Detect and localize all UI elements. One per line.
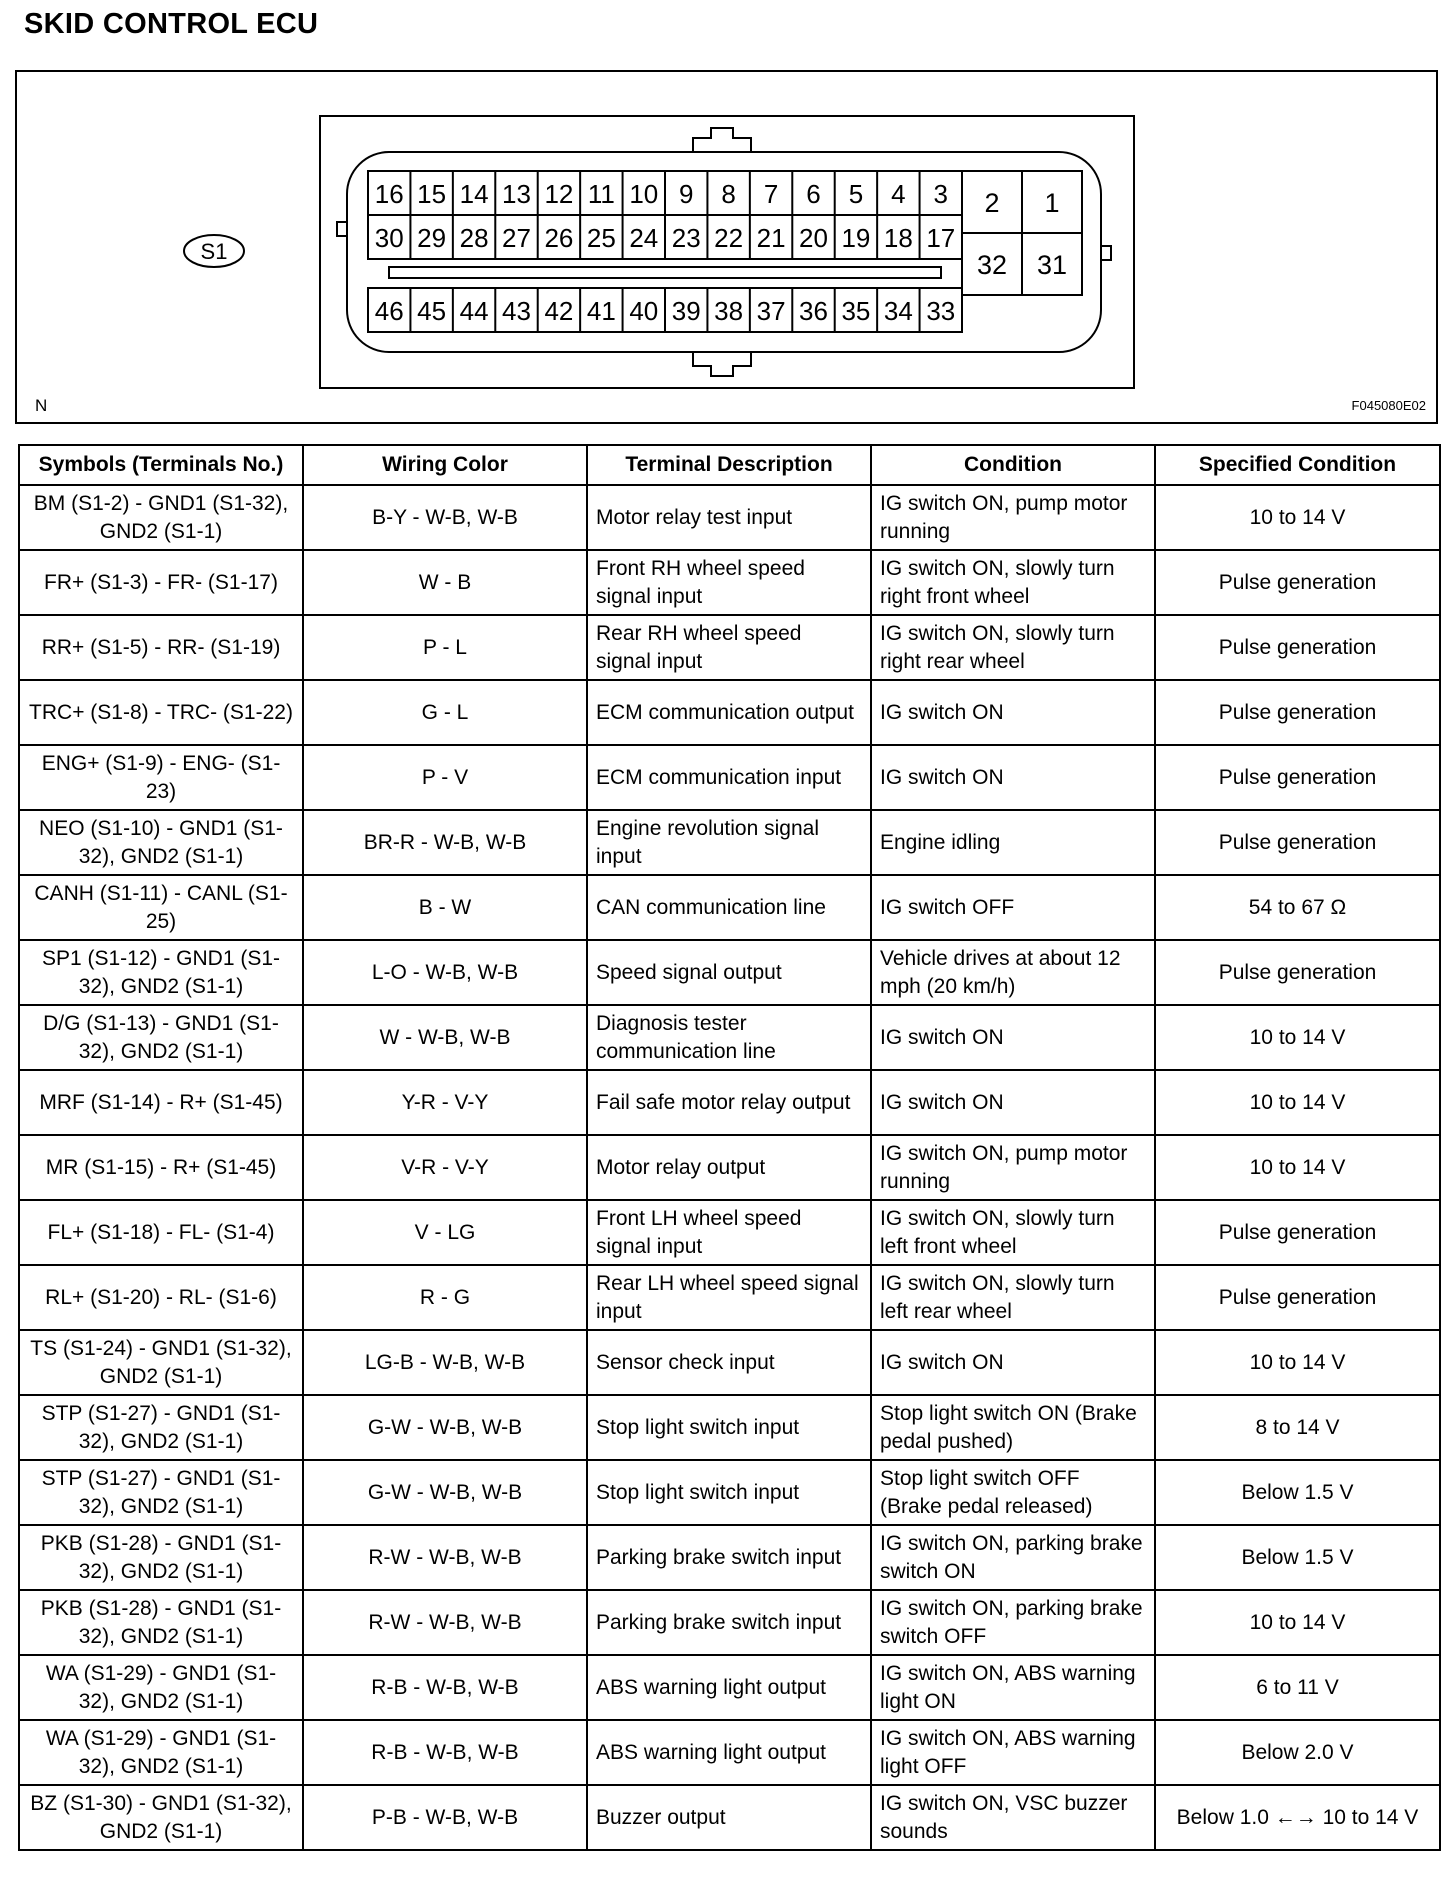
connector-figure: [15, 70, 1438, 424]
condition-cell: IG switch OFF: [871, 875, 1155, 940]
terminal-description-cell: Fail safe motor relay output: [587, 1070, 871, 1135]
table-row: [19, 745, 1440, 810]
wiring-color-cell: V-R - V-Y: [303, 1135, 587, 1200]
specified-condition-cell: 10 to 14 V: [1155, 1330, 1440, 1395]
specified-condition-cell: 8 to 14 V: [1155, 1395, 1440, 1460]
symbols-cell: BM (S1-2) - GND1 (S1-32), GND2 (S1-1): [19, 485, 303, 550]
symbols-cell: TRC+ (S1-8) - TRC- (S1-22): [19, 680, 303, 745]
terminal-number: 23: [671, 223, 701, 253]
terminal-description-cell: Motor relay output: [587, 1135, 871, 1200]
terminal-number: 41: [586, 296, 616, 326]
terminal-number: 4: [891, 179, 906, 209]
wiring-color-cell: R-W - W-B, W-B: [303, 1590, 587, 1655]
specified-condition-cell: Pulse generation: [1155, 940, 1440, 1005]
terminal-number: 21: [756, 223, 786, 253]
terminal-number: 24: [629, 223, 659, 253]
terminal-description-cell: Motor relay test input: [587, 485, 871, 550]
wiring-color-cell: R-B - W-B, W-B: [303, 1655, 587, 1720]
wiring-color-cell: R-B - W-B, W-B: [303, 1720, 587, 1785]
table-row: [19, 1590, 1440, 1655]
specified-condition-cell: Pulse generation: [1155, 745, 1440, 810]
connector-id-label: S1: [200, 239, 228, 264]
terminal-number: 33: [926, 296, 956, 326]
terminal-number: 12: [544, 179, 574, 209]
condition-cell: IG switch ON, VSC buzzer sounds: [871, 1785, 1155, 1850]
terminal-number: 17: [926, 223, 956, 253]
symbols-cell: D/G (S1-13) - GND1 (S1-32), GND2 (S1-1): [19, 1005, 303, 1070]
condition-cell: IG switch ON, parking brake switch ON: [871, 1525, 1155, 1590]
key-slot: [389, 267, 941, 278]
symbols-cell: RL+ (S1-20) - RL- (S1-6): [19, 1265, 303, 1330]
terminal-number: 25: [586, 223, 616, 253]
terminal-number: 3: [933, 179, 949, 209]
specified-condition-cell: Below 1.0 ←→ 10 to 14 V: [1155, 1785, 1440, 1850]
wiring-color-cell: P-B - W-B, W-B: [303, 1785, 587, 1850]
wiring-color-cell: G-W - W-B, W-B: [303, 1460, 587, 1525]
table-row: [19, 1070, 1440, 1135]
terminal-description-cell: Rear LH wheel speed signal input: [587, 1265, 871, 1330]
specified-condition-cell: Pulse generation: [1155, 680, 1440, 745]
condition-cell: IG switch ON: [871, 680, 1155, 745]
symbols-cell: BZ (S1-30) - GND1 (S1-32), GND2 (S1-1): [19, 1785, 303, 1850]
left-tab: [337, 222, 347, 236]
terminal-number: 30: [374, 223, 404, 253]
terminal-number: 32: [976, 250, 1008, 280]
wiring-color-cell: W - B: [303, 550, 587, 615]
condition-cell: IG switch ON, slowly turn left front wheel: [871, 1200, 1155, 1265]
wiring-color-cell: LG-B - W-B, W-B: [303, 1330, 587, 1395]
page-title: SKID CONTROL ECU: [24, 8, 319, 40]
terminal-description-cell: ECM communication output: [587, 680, 871, 745]
table-row: [19, 485, 1440, 550]
terminal-description-cell: ECM communication input: [587, 745, 871, 810]
symbols-cell: ENG+ (S1-9) - ENG- (S1-23): [19, 745, 303, 810]
terminal-description-cell: Front RH wheel speed signal input: [587, 550, 871, 615]
wiring-color-cell: V - LG: [303, 1200, 587, 1265]
specified-condition-cell: Pulse generation: [1155, 550, 1440, 615]
wiring-color-cell: L-O - W-B, W-B: [303, 940, 587, 1005]
specified-condition-cell: 6 to 11 V: [1155, 1655, 1440, 1720]
terminal-description-cell: Engine revolution signal input: [587, 810, 871, 875]
condition-cell: Vehicle drives at about 12 mph (20 km/h): [871, 940, 1155, 1005]
terminal-number: 2: [984, 188, 1000, 218]
terminal-description-cell: Parking brake switch input: [587, 1525, 871, 1590]
symbols-cell: WA (S1-29) - GND1 (S1-32), GND2 (S1-1): [19, 1720, 303, 1785]
terminal-description-cell: ABS warning light output: [587, 1655, 871, 1720]
table-header-row: [19, 445, 1440, 485]
wiring-color-cell: BR-R - W-B, W-B: [303, 810, 587, 875]
table-row: [19, 1655, 1440, 1720]
terminal-number: 10: [629, 179, 659, 209]
terminal-number: 13: [502, 179, 531, 209]
symbols-cell: FR+ (S1-3) - FR- (S1-17): [19, 550, 303, 615]
header-condition: Condition: [871, 445, 1155, 485]
symbols-cell: PKB (S1-28) - GND1 (S1-32), GND2 (S1-1): [19, 1590, 303, 1655]
terminal-description-cell: Rear RH wheel speed signal input: [587, 615, 871, 680]
table-row: [19, 680, 1440, 745]
terminal-number: 45: [417, 296, 447, 326]
symbols-cell: MRF (S1-14) - R+ (S1-45): [19, 1070, 303, 1135]
symbols-cell: NEO (S1-10) - GND1 (S1-32), GND2 (S1-1): [19, 810, 303, 875]
terminal-number: 20: [799, 223, 828, 253]
terminal-number: 8: [721, 179, 736, 209]
terminal-number: 37: [756, 296, 786, 326]
condition-cell: IG switch ON, pump motor running: [871, 1135, 1155, 1200]
specified-condition-cell: 10 to 14 V: [1155, 485, 1440, 550]
table-row: [19, 1395, 1440, 1460]
condition-cell: IG switch ON: [871, 1070, 1155, 1135]
condition-cell: IG switch ON: [871, 1330, 1155, 1395]
terminal-table: [18, 444, 1441, 1851]
terminal-number: 9: [678, 179, 694, 209]
specified-condition-cell: 10 to 14 V: [1155, 1070, 1440, 1135]
terminal-number: 16: [374, 179, 404, 209]
table-row: [19, 550, 1440, 615]
terminal-number: 39: [671, 296, 701, 326]
specified-condition-cell: Pulse generation: [1155, 1265, 1440, 1330]
specified-condition-cell: 10 to 14 V: [1155, 1590, 1440, 1655]
wiring-color-cell: R-W - W-B, W-B: [303, 1525, 587, 1590]
table-row: [19, 810, 1440, 875]
terminal-number: 1: [1044, 188, 1060, 218]
specified-condition-cell: 10 to 14 V: [1155, 1135, 1440, 1200]
terminal-description-cell: Stop light switch input: [587, 1460, 871, 1525]
table-row: [19, 1200, 1440, 1265]
specified-condition-cell: Below 1.5 V: [1155, 1460, 1440, 1525]
condition-cell: Stop light switch OFF (Brake pedal released): [871, 1460, 1155, 1525]
table-row: [19, 1135, 1440, 1200]
condition-cell: IG switch ON: [871, 1005, 1155, 1070]
table-row: [19, 940, 1440, 1005]
terminal-number: 7: [763, 179, 779, 209]
wiring-color-cell: G-W - W-B, W-B: [303, 1395, 587, 1460]
specified-condition-cell: Below 2.0 V: [1155, 1720, 1440, 1785]
terminal-number: 15: [417, 179, 447, 209]
wiring-color-cell: P - V: [303, 745, 587, 810]
terminal-description-cell: Diagnosis tester communication line: [587, 1005, 871, 1070]
specified-condition-cell: 10 to 14 V: [1155, 1005, 1440, 1070]
terminal-number: 27: [502, 223, 531, 253]
table-row: [19, 1005, 1440, 1070]
condition-cell: IG switch ON: [871, 745, 1155, 810]
terminal-number: 38: [714, 296, 744, 326]
header-wiring-color: Wiring Color: [303, 445, 587, 485]
symbols-cell: STP (S1-27) - GND1 (S1-32), GND2 (S1-1): [19, 1395, 303, 1460]
terminal-number: 26: [544, 223, 574, 253]
symbols-cell: CANH (S1-11) - CANL (S1-25): [19, 875, 303, 940]
wiring-color-cell: P - L: [303, 615, 587, 680]
specified-condition-cell: Pulse generation: [1155, 615, 1440, 680]
terminal-number: 46: [374, 296, 404, 326]
terminal-number: 14: [459, 179, 489, 209]
terminal-number: 28: [459, 223, 489, 253]
condition-cell: Engine idling: [871, 810, 1155, 875]
header-symbols: Symbols (Terminals No.): [19, 445, 303, 485]
specified-condition-cell: Pulse generation: [1155, 810, 1440, 875]
terminal-number: 35: [841, 296, 871, 326]
terminal-number: 44: [459, 296, 489, 326]
terminal-description-cell: ABS warning light output: [587, 1720, 871, 1785]
symbols-cell: PKB (S1-28) - GND1 (S1-32), GND2 (S1-1): [19, 1525, 303, 1590]
terminal-number: 40: [629, 296, 659, 326]
condition-cell: IG switch ON, slowly turn right rear wheel: [871, 615, 1155, 680]
condition-cell: IG switch ON, pump motor running: [871, 485, 1155, 550]
symbols-cell: RR+ (S1-5) - RR- (S1-19): [19, 615, 303, 680]
wiring-color-cell: B - W: [303, 875, 587, 940]
table-row: [19, 1265, 1440, 1330]
condition-cell: Stop light switch ON (Brake pedal pushed): [871, 1395, 1155, 1460]
bottom-latch: [693, 352, 751, 376]
wiring-color-cell: W - W-B, W-B: [303, 1005, 587, 1070]
header-specified-condition: Specified Condition: [1155, 445, 1440, 485]
header-terminal-description: Terminal Description: [587, 445, 871, 485]
table-row: [19, 1720, 1440, 1785]
table-row: [19, 615, 1440, 680]
condition-cell: IG switch ON, slowly turn right front wheel: [871, 550, 1155, 615]
terminal-number: 29: [417, 223, 447, 253]
right-tab: [1101, 246, 1111, 260]
symbols-cell: TS (S1-24) - GND1 (S1-32), GND2 (S1-1): [19, 1330, 303, 1395]
terminal-number: 36: [799, 296, 828, 326]
terminal-number: 34: [883, 296, 913, 326]
table-row: [19, 1330, 1440, 1395]
symbols-cell: STP (S1-27) - GND1 (S1-32), GND2 (S1-1): [19, 1460, 303, 1525]
specified-condition-cell: Below 1.5 V: [1155, 1525, 1440, 1590]
terminal-number: 42: [544, 296, 574, 326]
symbols-cell: FL+ (S1-18) - FL- (S1-4): [19, 1200, 303, 1265]
symbols-cell: MR (S1-15) - R+ (S1-45): [19, 1135, 303, 1200]
terminal-description-cell: Buzzer output: [587, 1785, 871, 1850]
terminal-number: 22: [714, 223, 744, 253]
wiring-color-cell: B-Y - W-B, W-B: [303, 485, 587, 550]
terminal-number: 6: [806, 179, 821, 209]
wiring-color-cell: G - L: [303, 680, 587, 745]
condition-cell: IG switch ON, slowly turn left rear wheel: [871, 1265, 1155, 1330]
condition-cell: IG switch ON, ABS warning light ON: [871, 1655, 1155, 1720]
figure-code: F045080E02: [1351, 398, 1426, 413]
table-row: [19, 875, 1440, 940]
condition-cell: IG switch ON, parking brake switch OFF: [871, 1590, 1155, 1655]
terminal-number: 11: [587, 179, 615, 209]
top-latch: [693, 128, 751, 152]
wiring-color-cell: Y-R - V-Y: [303, 1070, 587, 1135]
specified-condition-cell: Pulse generation: [1155, 1200, 1440, 1265]
terminal-number: 5: [848, 179, 864, 209]
terminal-description-cell: Parking brake switch input: [587, 1590, 871, 1655]
terminal-number: 18: [883, 223, 913, 253]
terminal-number: 19: [841, 223, 871, 253]
terminal-description-cell: Speed signal output: [587, 940, 871, 1005]
table-row: [19, 1460, 1440, 1525]
terminal-description-cell: Stop light switch input: [587, 1395, 871, 1460]
terminal-number: 43: [502, 296, 531, 326]
wiring-color-cell: R - G: [303, 1265, 587, 1330]
connector-diagram: [17, 72, 1440, 426]
terminal-description-cell: Sensor check input: [587, 1330, 871, 1395]
symbols-cell: WA (S1-29) - GND1 (S1-32), GND2 (S1-1): [19, 1655, 303, 1720]
specified-condition-cell: 54 to 67 Ω: [1155, 875, 1440, 940]
table-row: [19, 1525, 1440, 1590]
symbols-cell: SP1 (S1-12) - GND1 (S1-32), GND2 (S1-1): [19, 940, 303, 1005]
table-row: [19, 1785, 1440, 1850]
terminal-description-cell: CAN communication line: [587, 875, 871, 940]
view-letter: N: [35, 396, 48, 415]
condition-cell: IG switch ON, ABS warning light OFF: [871, 1720, 1155, 1785]
terminal-number: 31: [1036, 250, 1068, 280]
terminal-description-cell: Front LH wheel speed signal input: [587, 1200, 871, 1265]
